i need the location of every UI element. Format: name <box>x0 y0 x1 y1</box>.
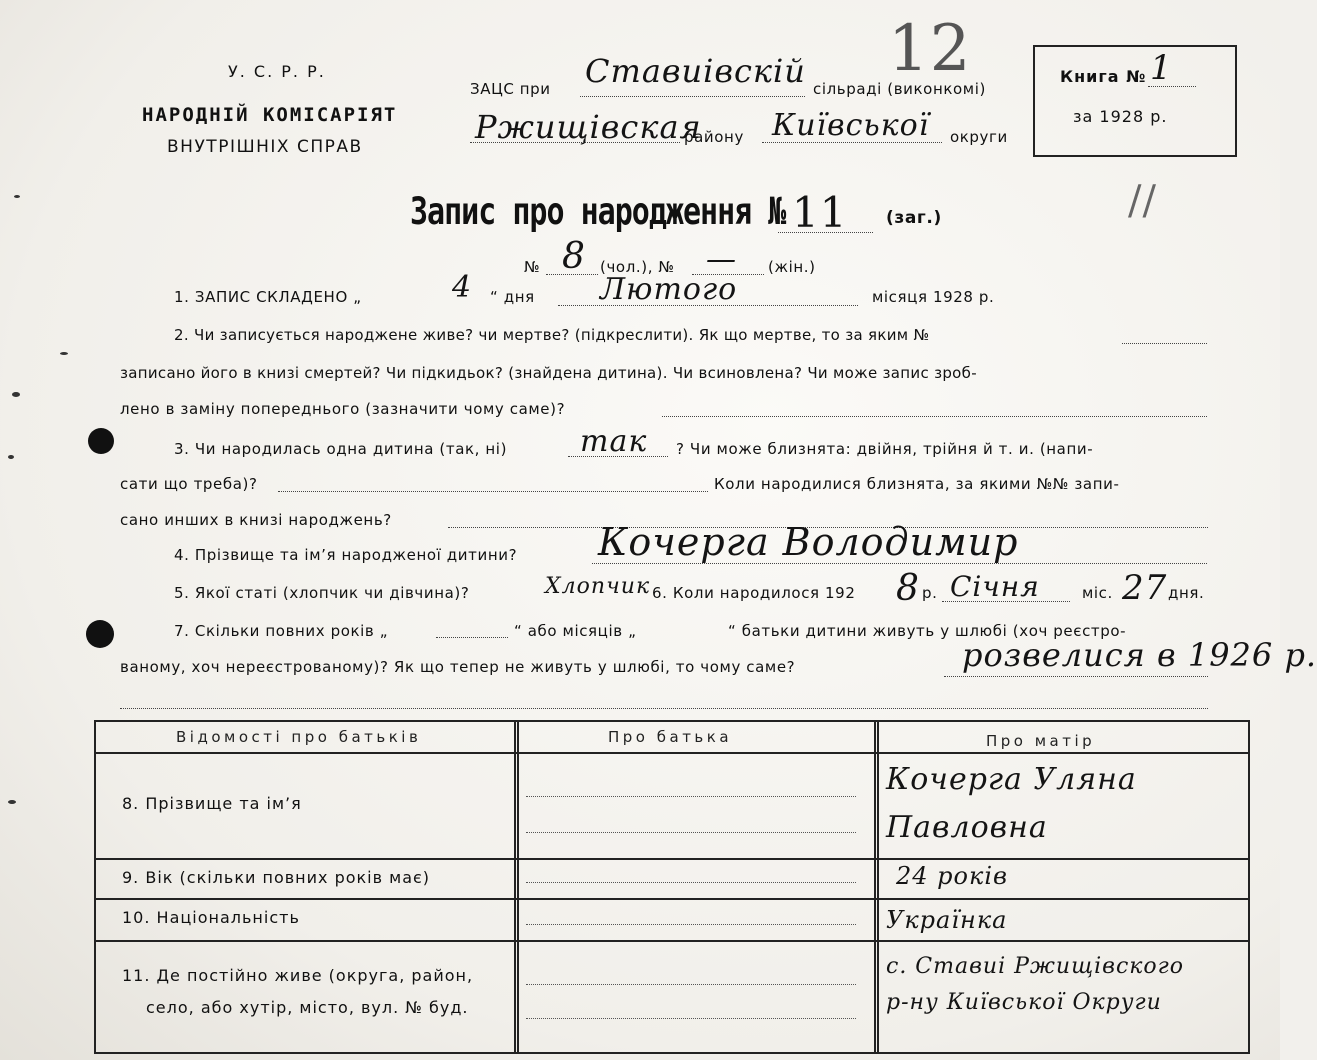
rayon-handwritten: Ржищівская <box>475 108 702 146</box>
q6-mis: міс. <box>1082 584 1113 602</box>
book-year: за 1928 р. <box>1073 107 1168 126</box>
book-box <box>1033 45 1237 157</box>
gov-line-3: ВНУТРІШНІХ СПРАВ <box>167 137 363 157</box>
margin-mark: // <box>1128 178 1157 224</box>
female-number-handwritten: — <box>706 242 737 277</box>
gov-line-1: У. С. Р. Р. <box>228 62 326 81</box>
row-label-residence-line2: село, або хутір, місто, вул. № буд. <box>146 998 469 1017</box>
q6-month-handwritten: Січня <box>950 570 1040 603</box>
father-cell-dots <box>526 796 856 797</box>
q6-day-handwritten: 27 <box>1122 568 1168 608</box>
q6-label: 6. Коли народилося 192 <box>652 584 856 602</box>
q7-extra-dots <box>120 708 1208 709</box>
q3-line1a: 3. Чи народилась одна дитина (так, ні) <box>174 440 508 458</box>
q2-line1: 2. Чи записується народжене живе? чи мертве? (підкреслити). Як що мертве, то за яким № <box>174 326 930 344</box>
rayon-label: району <box>684 128 744 146</box>
q6-mid: р. <box>922 584 938 602</box>
book-number-handwritten: 1 <box>1150 48 1173 88</box>
q7-line1a: 7. Скільки повних років „ <box>174 622 389 640</box>
zags-prefix: ЗАЦС при <box>470 80 551 98</box>
book-label: Книга № <box>1060 67 1147 86</box>
speck <box>12 392 20 397</box>
q3-answer-handwritten: так <box>580 424 648 459</box>
table-divider <box>96 858 1248 860</box>
q3-answer-dots <box>568 456 668 457</box>
q7-answer-handwritten: розвелися в 1926 р. <box>962 636 1317 674</box>
table-divider <box>96 898 1248 900</box>
mother-age: 24 років <box>896 862 1008 890</box>
q3-line2a: сати що треба)? <box>120 475 258 493</box>
q1-mid: “ дня <box>490 288 535 306</box>
q2-line1-dots <box>1122 343 1207 344</box>
q5-label: 5. Якої статі (хлопчик чи дівчина)? <box>174 584 470 602</box>
q3-line2b: Коли народилися близнята, за якими №№ запи- <box>714 475 1120 493</box>
speck <box>8 800 16 804</box>
q7-years-dots <box>436 637 508 638</box>
q1-label: 1. ЗАПИС СКЛАДЕНО „ <box>174 288 362 306</box>
male-prefix: № <box>524 258 541 276</box>
table-divider <box>96 752 1248 754</box>
q1-month-dots <box>558 305 858 306</box>
q4-answer-handwritten: Кочерга Володимир <box>598 520 1019 564</box>
male-number-handwritten: 8 <box>562 236 586 277</box>
q3-line2-dots <box>278 491 708 492</box>
mother-name-line1: Кочерга Уляна <box>886 762 1137 797</box>
table-divider <box>874 722 879 1052</box>
q7-line2: ваному, хоч нереєстрованому)? Як що тепер не живуть у шлюбі, то чому саме? <box>120 658 796 676</box>
mother-nationality: Українка <box>886 906 1008 934</box>
zags-council-dots <box>580 96 805 97</box>
row-label-age: 9. Вік (скільки повних років має) <box>122 868 431 887</box>
father-cell-dots <box>526 924 856 925</box>
punch-hole <box>86 620 114 648</box>
okruga-handwritten: Київської <box>772 108 930 143</box>
zags-council-handwritten: Ставиівскій <box>585 52 806 90</box>
parents-table <box>94 720 1250 1054</box>
row-label-nationality: 10. Національність <box>122 908 300 927</box>
q1-end: місяця 1928 р. <box>872 288 995 306</box>
mother-residence-line2: р-ну Київської Округи <box>886 990 1162 1015</box>
q2-line2: записано його в книзі смертей? Чи підкидьок? (знайдена дитина). Чи всиновлена? Чи може запис зроб- <box>120 364 977 382</box>
q7-answer-dots <box>944 676 1208 677</box>
punch-hole <box>88 428 114 454</box>
q6-end: дня. <box>1168 584 1205 602</box>
female-label: (жін.) <box>768 258 816 276</box>
zags-council-label: сільраді (виконкомі) <box>813 80 986 98</box>
q4-label: 4. Прізвище та ім’я народженої дитини? <box>174 546 518 564</box>
q5-answer-handwritten: Хлопчик <box>545 574 651 599</box>
father-cell-dots <box>526 1018 856 1019</box>
speck <box>14 195 20 198</box>
col-header-info: Відомості про батьків <box>176 728 422 746</box>
okruga-label: округи <box>950 128 1008 146</box>
q2-line3: лено в заміну попереднього (зазначити чому саме)? <box>120 400 566 418</box>
q4-answer-dots <box>592 563 1207 564</box>
record-number-handwritten: 11 <box>792 188 848 237</box>
speck <box>60 352 68 355</box>
col-header-father: Про батька <box>608 728 733 746</box>
male-dots <box>546 274 598 275</box>
gov-line-2: НАРОДНІЙ КОМІСАРІЯТ <box>142 104 398 126</box>
rayon-dots <box>470 142 680 143</box>
mother-name-line2: Павловна <box>886 810 1048 845</box>
record-number-dots <box>778 232 873 233</box>
male-label: (чол.), № <box>600 258 675 276</box>
father-cell-dots <box>526 984 856 985</box>
q6-month-dots <box>942 601 1070 602</box>
q3-line1b: ? Чи може близнята: двійня, трійня й т. и. (напи- <box>676 440 1094 458</box>
table-divider <box>96 940 1248 942</box>
q2-line3-dots <box>662 416 1207 417</box>
q6-year-handwritten: 8 <box>896 568 920 609</box>
book-number-dots <box>1148 86 1196 87</box>
q7-line1b: “ або місяців „ <box>514 622 637 640</box>
record-suffix: (заг.) <box>886 208 942 228</box>
mother-residence-line1: с. Ставиі Ржищівского <box>886 954 1185 979</box>
q7-line1c: “ батьки дитини живуть у шлюбі (хоч реєстро- <box>728 622 1127 640</box>
q3-line3: сано инших в книзі народжень? <box>120 511 392 529</box>
q1-day-handwritten: 4 <box>452 270 473 305</box>
father-cell-dots <box>526 882 856 883</box>
speck <box>8 455 14 459</box>
q1-month-handwritten: Лютого <box>600 272 738 307</box>
table-divider <box>514 722 519 1052</box>
father-cell-dots <box>526 832 856 833</box>
page-number-handwritten: 12 <box>888 12 972 86</box>
record-title: Запис про народження № <box>410 190 786 234</box>
col-header-mother: Про матір <box>986 732 1096 750</box>
okruga-dots <box>762 142 942 143</box>
row-label-residence-line1: 11. Де постійно живе (округа, район, <box>122 966 474 985</box>
row-label-name: 8. Прізвище та ім’я <box>122 794 302 813</box>
